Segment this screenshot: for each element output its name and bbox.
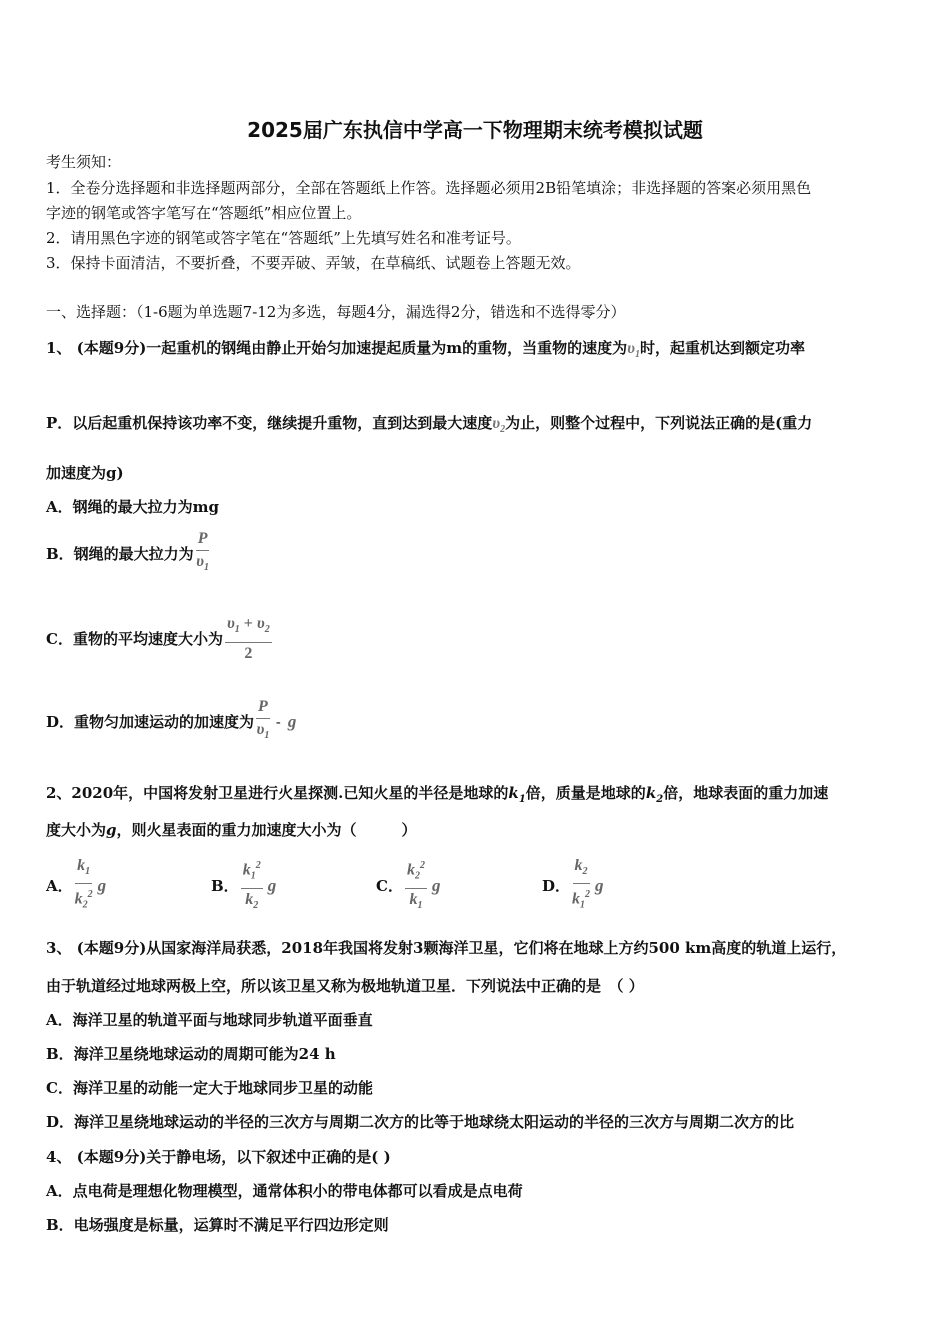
minus-sign: - [275, 713, 281, 731]
question-2-line-1: 2、2020年，中国将发射卫星进行火星探测.已知火星的半径是地球的$k_1$倍，质量是地球的$k_2$倍，地球表面的重力加速 [46, 784, 829, 805]
fraction-average-velocity: $\frac{\upsilon_1 + \upsilon_2}{2}$ [226, 615, 270, 662]
option-a: A．海洋卫星的轨道平面与地球同步轨道平面垂直 [46, 1011, 373, 1029]
option-b: B．电场强度是标量，运算时不满足平行四边形定则 [46, 1216, 389, 1234]
question-3-line-2: 由于轨道经过地球两极上空，所以该卫星又称为极地轨道卫星．下列说法中正确的是 （ ） [46, 977, 644, 995]
question-1-line-2 [46, 413, 812, 440]
option-c: C． $\frac{k_2^2}{k_1}$ g [376, 857, 440, 915]
option-a: A． $\frac{k_1}{k_2^2}$ g [46, 857, 106, 915]
question-3-line-1: 3、 (本题9分)从国家海洋局获悉，2018年我国将发射3颗海洋卫星，它们将在地球上方约500 km高度的轨道上运行， [46, 939, 847, 957]
symbol-g: g [287, 712, 297, 731]
fraction-k1sq-over-k2: $\frac{k_1^2}{k_2}$ [241, 857, 263, 915]
option-d: D． $\frac{k_2}{k_1^2}$ g [542, 857, 604, 915]
option-text: C．重物的平均速度大小为 [46, 630, 223, 648]
question-text: 1、 (本题9分)一起重机的钢绳由静止开始匀加速提起质量为m的重物，当重物的速度为 [46, 339, 628, 357]
page-title: 2025届广东执信中学高一下物理期末统考模拟试题 [247, 118, 703, 142]
notice-line: 字迹的钢笔或答字笔写在“答题纸”相应位置上。 [46, 204, 362, 222]
question-2-line-2: 度大小为g，则火星表面的重力加速度大小为（ ） [46, 821, 417, 839]
option-c [46, 615, 274, 663]
symbol-k2: $k_2$ [645, 784, 664, 805]
option-text: D．重物匀加速运动的加速度为 [46, 713, 255, 731]
option-d [46, 698, 296, 746]
symbol-v1: $\upsilon_1$ [627, 340, 641, 361]
symbol-k1: $k_1$ [508, 784, 526, 805]
notice-heading: 考生须知： [46, 153, 122, 171]
option-b: B． $\frac{k_1^2}{k_2}$ g [211, 857, 276, 915]
question-text: 时，起重机达到额定功率 [640, 339, 806, 357]
option-b: B．海洋卫星绕地球运动的周期可能为24 h [46, 1045, 336, 1063]
question-1-line-1 [46, 338, 805, 365]
fraction-p-over-v1: $\frac{P}{\upsilon_1}$ [256, 698, 270, 742]
option-d: D．海洋卫星绕地球运动的半径的三次方与周期二次方的比等于地球绕太阳运动的半径的三次方与周期二次方的比 [46, 1113, 795, 1131]
notice-line: 1．全卷分选择题和非选择题两部分，全部在答题纸上作答。选择题必须用2B铅笔填涂；非选择题的答案必须用黑色 [46, 179, 812, 197]
notice-line: 2．请用黑色字迹的钢笔或答字笔在“答题纸”上先填写姓名和准考证号。 [46, 229, 521, 247]
fraction-k1-over-k2sq: $\frac{k_1}{k_2^2}$ [74, 857, 93, 911]
option-a: A．点电荷是理想化物理模型，通常体积小的带电体都可以看成是点电荷 [46, 1182, 523, 1200]
question-1-line-3: 加速度为g) [46, 464, 124, 482]
option-text: B．钢绳的最大拉力为 [46, 545, 194, 563]
symbol-g: g [106, 821, 117, 839]
question-4-line-1: 4、 (本题9分)关于静电场，以下叙述中正确的是( ) [46, 1148, 391, 1166]
notice-line: 3．保持卡面清洁，不要折叠，不要弄破、弄皱，在草稿纸、试题卷上答题无效。 [46, 254, 581, 272]
symbol-v2: $\upsilon_2$ [492, 415, 506, 436]
fraction-k2-over-k1sq: $\frac{k_2}{k_1^2}$ [572, 857, 591, 911]
option-b [46, 530, 211, 578]
option-a: A．钢绳的最大拉力为mg [46, 498, 219, 516]
question-text: P．以后起重机保持该功率不变，继续提升重物，直到达到最大速度 [46, 414, 493, 432]
fraction-k2sq-over-k1: $\frac{k_2^2}{k_1}$ [405, 857, 427, 915]
question-text: 为止，则整个过程中，下列说法正确的是(重力 [505, 414, 813, 432]
section-heading: 一、选择题：（1-6题为单选题7-12为多选，每题4分，漏选得2分，错选和不选得零分） [46, 303, 626, 321]
option-c: C．海洋卫星的动能一定大于地球同步卫星的动能 [46, 1079, 373, 1097]
fraction-p-over-v1: $\frac{P}{\upsilon_1}$ [196, 530, 209, 574]
